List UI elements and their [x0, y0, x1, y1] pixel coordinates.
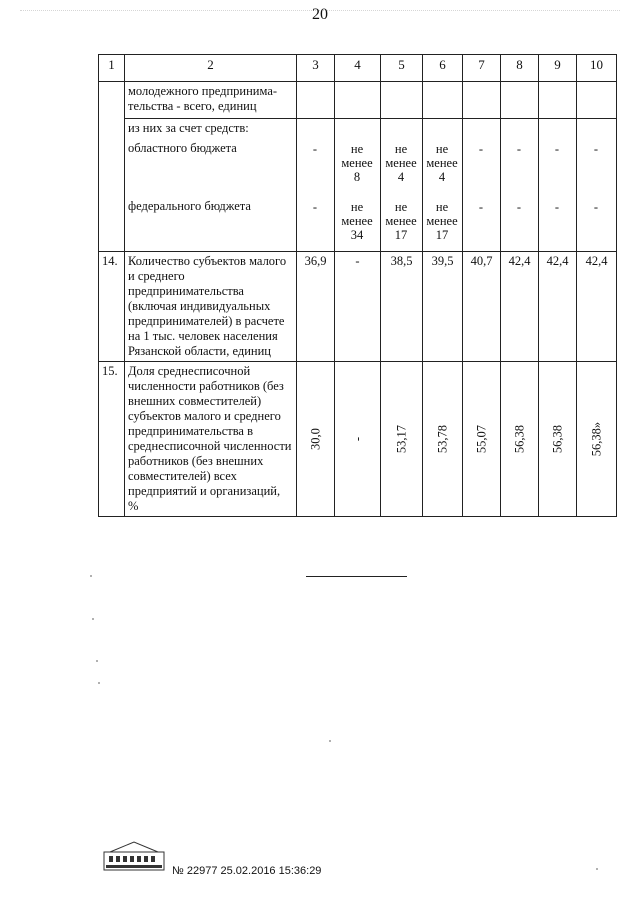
data-table [98, 54, 617, 517]
value-cell: 42,4 [501, 252, 539, 362]
value-cell [577, 362, 617, 517]
header-cell: 9 [539, 55, 577, 82]
cont-label-line1: молодежного предпринима- [128, 84, 278, 98]
regional-value-c3: - [312, 142, 318, 156]
value-cell: - [335, 252, 381, 362]
value-cell [297, 362, 335, 517]
label-cell [125, 82, 297, 119]
cont-label-line2: тельства - всего, единиц [128, 99, 257, 113]
scan-speck [329, 740, 331, 742]
regional-value-c6: не менее 4 [426, 142, 458, 184]
page-number: 20 [312, 6, 328, 23]
value-cell [423, 362, 463, 517]
federal-value-c3: - [312, 200, 318, 214]
federal-value-c6: не менее 17 [426, 200, 458, 242]
separator-line [306, 576, 407, 577]
value-text: 30,0 [308, 428, 322, 450]
scan-speck [90, 575, 92, 577]
table-row-14 [99, 252, 617, 362]
federal-value-c9: - [554, 200, 560, 214]
header-cell: 2 [125, 55, 297, 82]
header-cell: 1 [99, 55, 125, 82]
value-text: 53,17 [394, 424, 408, 454]
value-text: 53,78 [435, 424, 449, 454]
scan-speck [596, 868, 598, 870]
header-cell: 5 [381, 55, 423, 82]
document-reference: № 22977 25.02.2016 15:36:29 [172, 865, 322, 877]
value-text: 56,38 [512, 424, 526, 454]
regional-value-c8: - [516, 142, 522, 156]
scan-speck [96, 660, 98, 662]
value-cell [539, 362, 577, 517]
table-row [99, 119, 617, 140]
federal-value-c10: - [593, 200, 599, 214]
row-label: Доля среднесписочной численности работников (без внешних совместителей) субъектов малого и среднего предпринимательства в среднесписочной численности работников (без внешних совместителей) всех предприятий и организаций, % [125, 362, 297, 517]
label-cell: областного бюджета [125, 139, 297, 197]
value-cell: 40,7 [463, 252, 501, 362]
row-number: 15. [99, 362, 125, 517]
header-cell: 6 [423, 55, 463, 82]
value-cell: 42,4 [539, 252, 577, 362]
value-cell [335, 362, 381, 517]
row-number: 14. [99, 252, 125, 362]
table-header-row [99, 55, 617, 82]
row-number-cell [99, 82, 125, 252]
federal-value-c4: не менее 34 [341, 200, 373, 242]
regional-value-c5: не менее 4 [385, 142, 417, 184]
header-cell: 7 [463, 55, 501, 82]
regional-value-c9: - [554, 142, 560, 156]
value-cell [463, 362, 501, 517]
value-cell [501, 362, 539, 517]
registry-stamp-icon [100, 840, 170, 874]
value-text: 56,38» [589, 421, 603, 457]
sources-label-cell: из них за счет средств: [125, 119, 297, 140]
federal-value-c8: - [516, 200, 522, 214]
header-cell: 4 [335, 55, 381, 82]
table-row-15 [99, 362, 617, 517]
value-cell: 36,9 [297, 252, 335, 362]
label-cell: федерального бюджета [125, 197, 297, 252]
regional-value-c7: - [478, 142, 484, 156]
federal-value-c7: - [478, 200, 484, 214]
value-text: 56,38 [550, 424, 564, 454]
regional-value-c10: - [593, 142, 599, 156]
value-cell: 39,5 [423, 252, 463, 362]
value-cell: 38,5 [381, 252, 423, 362]
table-row [99, 82, 617, 119]
value-text: 55,07 [474, 424, 488, 454]
header-cell: 3 [297, 55, 335, 82]
scan-speck [92, 618, 94, 620]
regional-value-c4: не менее 8 [341, 142, 373, 184]
value-text: - [350, 436, 364, 442]
value-cell [381, 362, 423, 517]
scan-speck [98, 682, 100, 684]
header-cell: 10 [577, 55, 617, 82]
header-cell: 8 [501, 55, 539, 82]
federal-value-c5: не менее 17 [385, 200, 417, 242]
value-cell: 42,4 [577, 252, 617, 362]
row-label: Количество субъектов малого и среднего предпринимательства (включая индивидуальных предпринимателей) в расчете на 1 тыс. человек населения Рязанской области, единиц [125, 252, 297, 362]
